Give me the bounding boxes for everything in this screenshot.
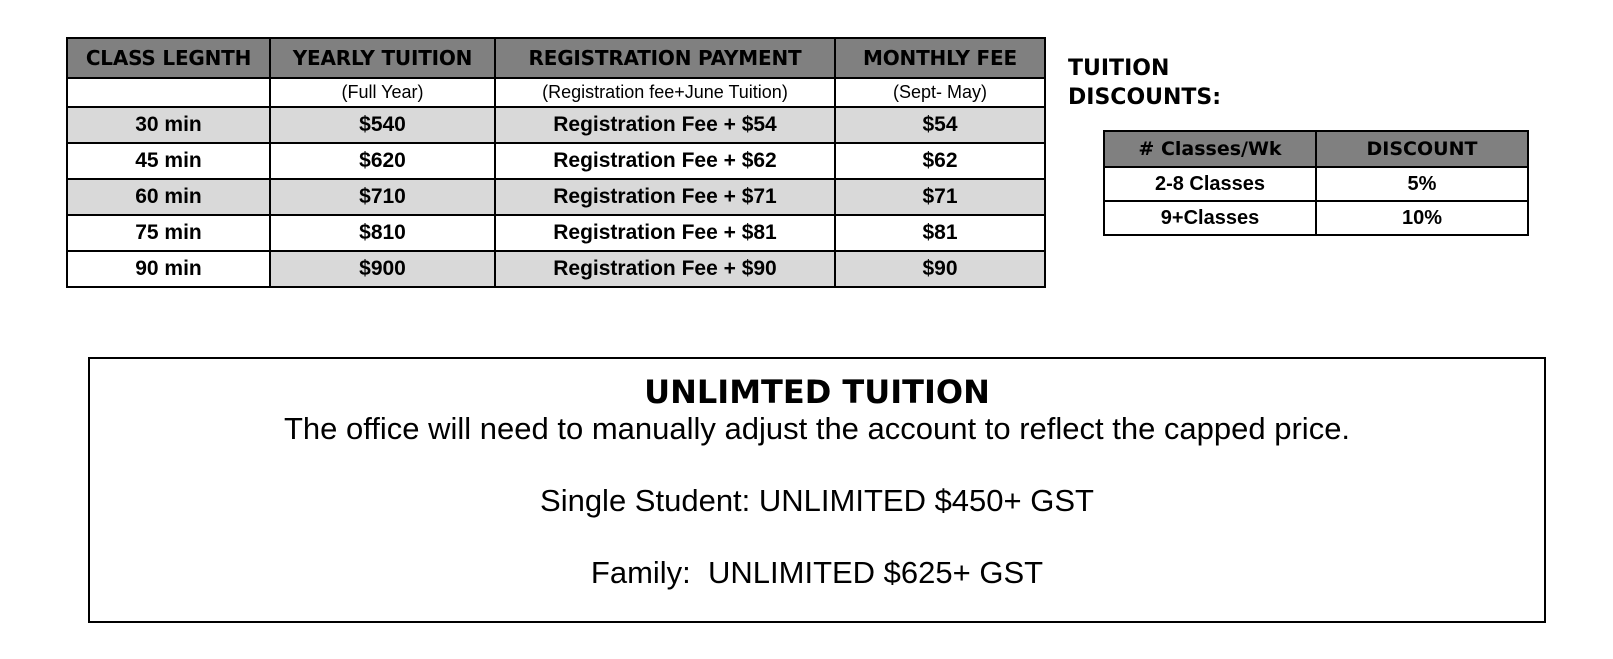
table-row: [1104, 201, 1528, 235]
discount-heading-line1: TUITION: [1068, 56, 1170, 81]
family-price: Family: UNLIMITED $625+ GST: [590, 555, 1044, 590]
cell-yearly-tuition: $810: [270, 215, 495, 251]
cell-yearly-tuition: $710: [270, 179, 495, 215]
table-row: [1104, 167, 1528, 201]
discount-heading-line2: DISCOUNTS:: [1068, 85, 1222, 110]
cell-registration-payment: Registration Fee + $71: [495, 179, 835, 215]
header-monthly-fee: MONTHLY FEE: [835, 38, 1045, 78]
cell-classes: 9+Classes: [1104, 201, 1316, 235]
cell-class-length: 90 min: [67, 251, 270, 287]
cell-class-length: 45 min: [67, 143, 270, 179]
cell-registration-payment: Registration Fee + $54: [495, 107, 835, 143]
discount-table: [1103, 130, 1529, 236]
cell-monthly-fee: $54: [835, 107, 1045, 143]
table-row: [67, 143, 1045, 179]
subheader-class-length: [67, 78, 270, 107]
subheader-yearly-tuition: (Full Year): [270, 78, 495, 107]
tuition-table: [66, 37, 1046, 288]
table-row: [67, 215, 1045, 251]
cell-monthly-fee: $71: [835, 179, 1045, 215]
subheader-monthly-fee: (Sept- May): [835, 78, 1045, 107]
tuition-subheader-row: [67, 78, 1045, 107]
header-registration-payment: REGISTRATION PAYMENT: [495, 38, 835, 78]
cell-yearly-tuition: $900: [270, 251, 495, 287]
cell-class-length: 75 min: [67, 215, 270, 251]
cell-discount: 5%: [1316, 167, 1528, 201]
cell-monthly-fee: $90: [835, 251, 1045, 287]
table-row: [67, 251, 1045, 287]
cell-class-length: 60 min: [67, 179, 270, 215]
tuition-header-row: [67, 38, 1045, 78]
header-class-length: CLASS LEGNTH: [67, 38, 270, 78]
discount-heading: [1068, 54, 1238, 112]
cell-yearly-tuition: $540: [270, 107, 495, 143]
cell-classes: 2-8 Classes: [1104, 167, 1316, 201]
cell-registration-payment: Registration Fee + $90: [495, 251, 835, 287]
cell-class-length: 30 min: [67, 107, 270, 143]
cell-discount: 10%: [1316, 201, 1528, 235]
single-student-price: Single Student: UNLIMITED $450+ GST: [540, 483, 1094, 518]
table-row: [67, 179, 1045, 215]
cell-registration-payment: Registration Fee + $81: [495, 215, 835, 251]
unlimited-note: The office will need to manually adjust the account to reflect the capped price.: [283, 411, 1351, 446]
table-row: [67, 107, 1045, 143]
cell-monthly-fee: $62: [835, 143, 1045, 179]
discount-header-row: [1104, 131, 1528, 167]
cell-registration-payment: Registration Fee + $62: [495, 143, 835, 179]
header-yearly-tuition: YEARLY TUITION: [270, 38, 495, 78]
cell-monthly-fee: $81: [835, 215, 1045, 251]
unlimited-tuition-box: [88, 357, 1546, 623]
header-classes-per-week: # Classes/Wk: [1104, 131, 1316, 167]
unlimited-title: UNLIMTED TUITION: [644, 373, 990, 411]
subheader-registration-payment: (Registration fee+June Tuition): [495, 78, 835, 107]
cell-yearly-tuition: $620: [270, 143, 495, 179]
header-discount: DISCOUNT: [1316, 131, 1528, 167]
